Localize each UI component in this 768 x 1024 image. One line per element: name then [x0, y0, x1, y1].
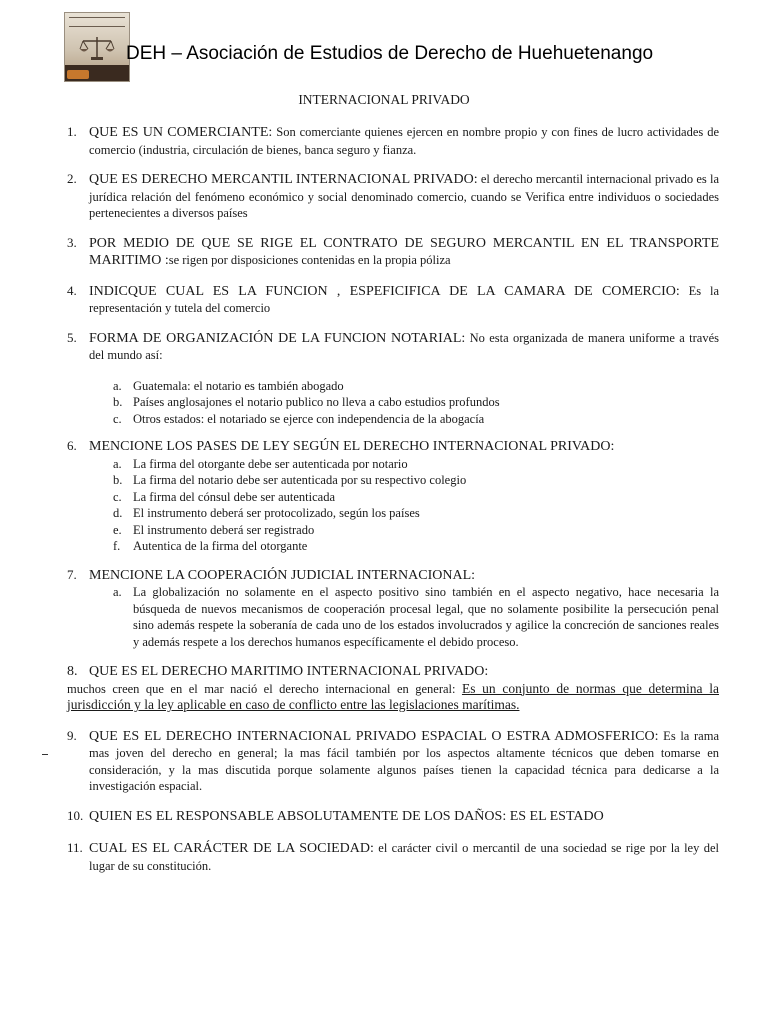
item-text: El instrumento deberá ser registrado: [133, 522, 315, 537]
list-item: [113, 584, 719, 650]
scales-of-justice-icon: [79, 35, 115, 61]
question-answer: Es la rama mas joven del derecho en general; la mas fácil también por los aspectos altamente técnicos que deben tomarse en consideración, y la mas discutida porque solamente algunos países tienen la capacidad técnica para dedicarse a la investigación espacial.: [89, 728, 719, 793]
item-letter: a.: [113, 378, 122, 393]
question-number: 1.: [67, 124, 77, 139]
question-heading: QUE ES DERECHO MERCANTIL INTERNACIONAL PRIVADO:: [89, 172, 478, 187]
header-title: DEH – Asociación de Estudios de Derecho de Huehuetenango: [126, 43, 654, 64]
question-number: 8.: [67, 664, 78, 679]
item-letter: e.: [113, 522, 122, 537]
item-letter: d.: [113, 506, 123, 520]
question-answer: se rigen por disposiciones contenidas en la propia póliza: [168, 253, 451, 267]
item-letter: c.: [113, 411, 122, 426]
association-logo: [64, 12, 130, 82]
item-letter: b.: [113, 395, 123, 409]
question-5: [67, 330, 719, 428]
list-item: [113, 489, 719, 506]
question-4: [67, 283, 719, 317]
item-letter: a.: [113, 456, 122, 471]
item-text: Guatemala: el notario es también abogado: [133, 378, 344, 393]
margin-mark: [42, 754, 48, 755]
question-8: [67, 664, 719, 714]
question-number: 4.: [67, 282, 77, 298]
list-item: [113, 378, 719, 395]
item-letter: f.: [113, 539, 121, 553]
question-1: [67, 124, 719, 158]
question-number: 10.: [67, 807, 84, 823]
question-number: 9.: [67, 727, 77, 743]
question-9: [67, 728, 719, 795]
question-7: [67, 567, 719, 651]
item-text: La globalización no solamente en el aspecto positivo sino también en el aspecto negativo, hace necesaria la búsqueda de nuevos mecanismos de cooperación procesal legal, que no solamente posibilite la persecución penal sino además respete la soberanía de cada uno de los estados involucrados y agilice la concreción de sanciones reales y además respete a los derechos humanos específicamente el debido proceso.: [133, 585, 719, 649]
question-answer: el derecho mercantil internacional privado es la jurídica relación del fenómeno económico y social denominado comercio, cuando se Verifica entre individuos o sociedades pertenecientes a diversos países: [89, 172, 719, 220]
item-letter: c.: [113, 489, 122, 504]
list-item: [113, 538, 719, 555]
list-item: [113, 456, 719, 473]
question-heading: MENCIONE LOS PASES DE LEY SEGÚN EL DERECHO INTERNACIONAL PRIVADO:: [89, 439, 615, 454]
question-number: 3.: [67, 234, 77, 250]
question-heading: CUAL ES EL CARÁCTER DE LA SOCIEDAD:: [89, 841, 374, 856]
question-heading: QUE ES UN COMERCIANTE:: [89, 125, 273, 140]
list-item: [113, 522, 719, 539]
item-text: El instrumento deberá ser protocolizado, según los países: [133, 506, 420, 520]
question-number: 2.: [67, 171, 77, 186]
question-answer: Son comerciante quienes ejercen en nombre propio y con fines de lucro actividades de comercio (industria, circulación de bienes, banca seguro y fianza.: [89, 125, 719, 157]
item-text: Autentica de la firma del otorgante: [133, 539, 308, 553]
question-11: [67, 840, 719, 874]
question-number: 5.: [67, 329, 77, 345]
list-item: [113, 505, 719, 522]
item-letter: b.: [113, 473, 123, 487]
question-number: 11.: [67, 840, 83, 855]
question-answer: muchos creen que en el mar nació el derecho internacional en general:: [67, 681, 462, 696]
item-text: Países anglosajones el notario publico no lleva a cabo estudios profundos: [133, 395, 500, 409]
item-letter: a.: [113, 585, 122, 599]
underlined-definition: Es un conjunto de normas que determina la jurisdicción y la ley aplicable en caso de conflicto entre las legislaciones marítimas.: [67, 680, 720, 712]
item-text: La firma del otorgante debe ser autenticada por notario: [133, 456, 408, 471]
item-text: La firma del notario debe ser autenticada por su respectivo colegio: [133, 473, 467, 487]
question-list: [67, 124, 719, 874]
question-answer: No esta organizada de manera uniforme a través del mundo así:: [89, 330, 719, 362]
question-heading: INDICQUE CUAL ES LA FUNCION , ESPEFICIFICA DE LA CAMARA DE COMERCIO:: [89, 283, 680, 299]
question-number: 6.: [67, 438, 77, 453]
list-item: [113, 472, 719, 489]
sub-list: [113, 584, 719, 650]
question-6: [67, 438, 719, 555]
question-2: [67, 171, 719, 222]
question-number: 7.: [67, 566, 77, 582]
question-heading: QUE ES EL DERECHO MARITIMO INTERNACIONAL PRIVADO:: [89, 664, 489, 679]
question-heading: MENCIONE LA COOPERACIÓN JUDICIAL INTERNACIONAL:: [89, 567, 476, 583]
question-10: [67, 808, 719, 826]
question-answer: el carácter civil o mercantil de una sociedad se rige por la ley del lugar de su constitución.: [89, 841, 719, 873]
sub-list: [113, 378, 719, 428]
question-heading: QUE ES EL DERECHO INTERNACIONAL PRIVADO ESPACIAL O ESTRA ADMOSFERICO:: [89, 728, 659, 744]
list-item: [113, 394, 719, 411]
document-title: INTERNACIONAL PRIVADO: [298, 92, 470, 107]
item-text: La firma del cónsul debe ser autenticada: [133, 489, 335, 504]
question-answer: Es la representación y tutela del comercio: [89, 283, 719, 315]
sub-list: [113, 456, 719, 555]
question-heading: FORMA DE ORGANIZACIÓN DE LA FUNCION NOTARIAL:: [89, 330, 466, 346]
list-item: [113, 411, 719, 428]
item-text: Otros estados: el notariado se ejerce con independencia de la abogacía: [133, 411, 485, 426]
question-heading: POR MEDIO DE QUE SE RIGE EL CONTRATO DE SEGURO MERCANTIL EN EL TRANSPORTE MARITIMO :: [89, 235, 719, 268]
question-heading: QUIEN ES EL RESPONSABLE ABSOLUTAMENTE DE LOS DAÑOS: ES EL ESTADO: [89, 808, 604, 824]
question-3: [67, 235, 719, 270]
